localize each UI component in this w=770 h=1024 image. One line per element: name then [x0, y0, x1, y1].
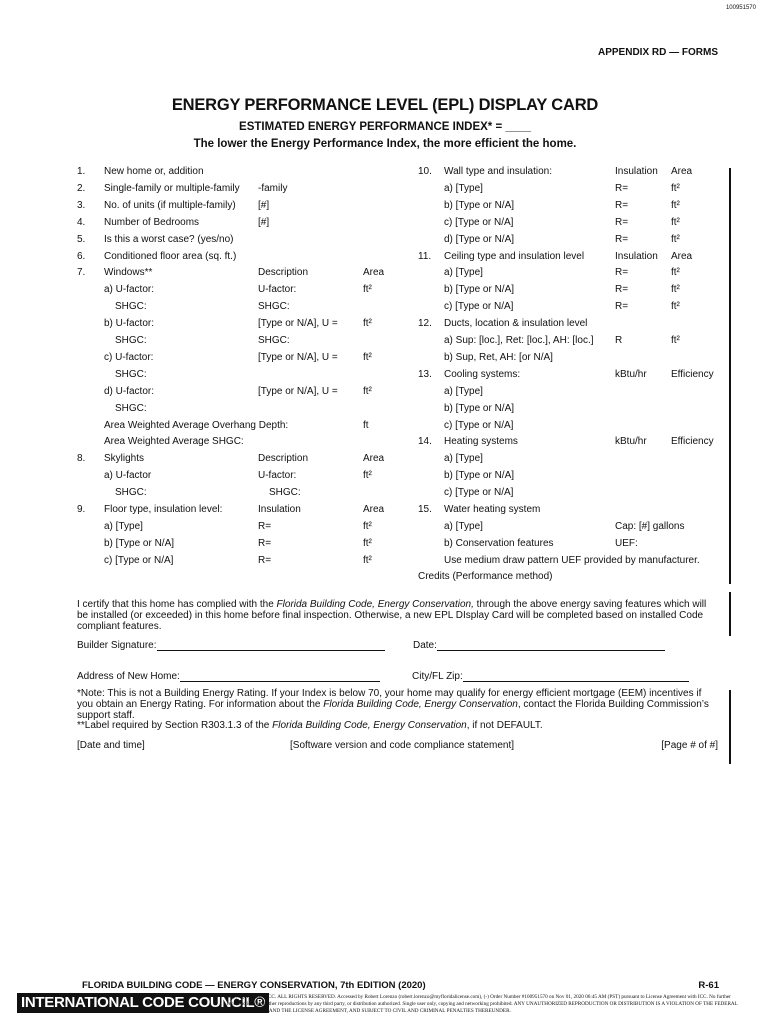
item-insulation: R=: [615, 216, 629, 228]
item-area: ft²: [671, 233, 680, 245]
item-description: [Type or N/A], U =: [258, 351, 338, 363]
item-number: 1.: [77, 166, 86, 177]
city-zip-field[interactable]: City/FL Zip:: [412, 671, 689, 682]
item-area: ft²: [363, 470, 372, 482]
item-label: Ceiling type and insulation level: [444, 250, 585, 262]
item-label: Conditioned floor area (sq. ft.): [104, 250, 237, 262]
item-label: c) [Type or N/A]: [444, 301, 514, 313]
item-label: Heating systems: [444, 436, 518, 448]
item-label: SHGC:: [115, 487, 147, 499]
appendix-header: APPENDIX RD — FORMS: [597, 47, 718, 58]
item-description: R=: [258, 537, 272, 549]
item-insulation: R=: [615, 182, 629, 194]
item-label: a) [Type]: [444, 182, 483, 194]
item-label: Single-family or multiple-family: [104, 182, 240, 194]
item-label: Wall type and insulation:: [444, 166, 553, 177]
form-tagline: The lower the Energy Performance Index, the more efficient the home.: [193, 138, 577, 150]
item-description: [Type or N/A], U =: [258, 318, 338, 330]
item-label: b) [Type or N/A]: [444, 284, 515, 296]
item-area: ft²: [671, 284, 680, 296]
item-area: ft²: [363, 554, 372, 566]
item-description: Description: [258, 267, 309, 279]
item-label: Windows**: [104, 267, 153, 279]
item-label: Floor type, insulation level:: [104, 504, 223, 515]
item-label: b) Sup, Ret, AH: [or N/A]: [444, 351, 553, 363]
item-description: SHGC:: [269, 487, 301, 499]
software-statement: [Software version and code compliance statement]: [290, 740, 515, 751]
item-label: No. of units (if multiple-family): [104, 199, 236, 211]
item-number: 2.: [77, 182, 86, 194]
item-label: b) [Type or N/A]: [444, 199, 515, 211]
item-insulation: Cap: [#] gallons: [615, 520, 685, 532]
item-label: New home or, addition: [104, 166, 204, 177]
item-number: 6.: [77, 250, 86, 262]
item-label: Number of Bedrooms: [104, 216, 200, 228]
item-label: a) U-factor:: [104, 284, 155, 296]
item-description: R=: [258, 520, 272, 532]
item-number: 7.: [77, 267, 86, 279]
item-value: -family: [258, 182, 288, 194]
item-area: ft²: [363, 284, 372, 296]
item-label: SHGC:: [115, 335, 147, 346]
item-description: Description: [258, 453, 309, 465]
item-number: 8.: [77, 453, 86, 465]
item-label: a) Sup: [loc.], Ret: [loc.], AH: [loc.]: [444, 335, 594, 346]
item-number: 12.: [418, 318, 432, 330]
address-field[interactable]: Address of New Home:: [77, 671, 380, 682]
item-area: Area: [671, 166, 693, 177]
item-description: R=: [258, 554, 272, 566]
item-insulation: R=: [615, 284, 629, 296]
item-label: Skylights: [104, 453, 145, 465]
item-label: c) U-factor:: [104, 351, 154, 363]
item-area: Area: [671, 250, 693, 262]
page-count: [Page # of #]: [661, 740, 718, 751]
item-label: b) [Type or N/A]: [444, 470, 515, 482]
item-description: SHGC:: [258, 335, 290, 346]
icc-logo: INTERNATIONAL CODE COUNCIL®: [17, 993, 269, 1013]
item-area: ft²: [671, 216, 680, 228]
item-description: U-factor:: [258, 284, 297, 296]
change-bar: [729, 168, 731, 584]
item-label: SHGC:: [115, 301, 147, 313]
item-label: a) [Type]: [444, 385, 483, 397]
certification-statement: I certify that this home has complied with the Florida Building Code, Energy Conservation, through the above energy saving features which will be installed (or exceeded) in this home before final inspection. Otherwise, a new EPL DIsplay Card will be completed based on installed Code compliant features.: [77, 599, 707, 632]
item-insulation: R=: [615, 233, 629, 245]
label-requirement-note: **Label required by Section R303.1.3 of the Florida Building Code, Energy Conservation, if not DEFAULT.: [77, 720, 543, 731]
item-label: SHGC:: [115, 402, 147, 414]
credits-label: Credits (Performance method): [418, 571, 553, 582]
item-label: Ducts, location & insulation level: [444, 318, 588, 330]
item-description: SHGC:: [258, 301, 290, 313]
item-area: ft²: [671, 335, 680, 346]
item-area: Efficiency: [671, 368, 714, 380]
item-area: ft²: [671, 182, 680, 194]
item-label: Use medium draw pattern UEF provided by manufacturer.: [444, 554, 700, 566]
item-number: 13.: [418, 368, 432, 380]
builder-signature-field[interactable]: Builder Signature:: [77, 640, 385, 651]
item-insulation: R=: [615, 267, 629, 279]
item-label: Is this a worst case? (yes/no): [104, 233, 234, 245]
item-insulation: R: [615, 335, 623, 346]
item-insulation: Insulation: [615, 250, 658, 262]
item-area: ft²: [363, 351, 372, 363]
item-insulation: kBtu/hr: [615, 436, 647, 448]
change-bar: [729, 690, 731, 764]
item-number: 4.: [77, 216, 86, 228]
item-area: ft²: [363, 520, 372, 532]
item-description: U-factor:: [258, 470, 297, 482]
item-insulation: Insulation: [615, 166, 658, 177]
item-label: Area Weighted Average Overhang Depth:: [104, 419, 289, 431]
item-area: ft: [363, 419, 369, 431]
item-label: c) [Type or N/A]: [444, 216, 514, 228]
item-label: Cooling systems:: [444, 368, 521, 380]
item-label: d) U-factor:: [104, 385, 155, 397]
date-field[interactable]: Date:: [413, 640, 665, 651]
item-label: c) [Type or N/A]: [444, 487, 514, 499]
item-value: [#]: [258, 216, 270, 228]
item-area: ft²: [363, 318, 372, 330]
item-label: b) [Type or N/A]: [104, 537, 175, 549]
item-area: Area: [363, 267, 385, 279]
footer-title: FLORIDA BUILDING CODE — ENERGY CONSERVATION, 7th EDITION (2020): [82, 980, 426, 991]
item-label: Water heating system: [444, 504, 541, 515]
footer-page-number: R-61: [698, 980, 719, 991]
item-area: Area: [363, 453, 385, 465]
item-number: 15.: [418, 504, 432, 515]
item-description: Insulation: [258, 504, 301, 515]
item-area: Efficiency: [671, 436, 714, 448]
form-subtitle: ESTIMATED ENERGY PERFORMANCE INDEX* = ____: [239, 121, 531, 133]
item-area: Area: [363, 504, 385, 515]
copyright-notice: Copyright © 2020 ICC. ALL RIGHTS RESERVED. Accessed by Robert Lorenzo (robert.lorenzo@myfloridalicense.com), (-) Order Number #100951570 on Nov 01, 2020 06:45 AM (PST) pursuant to License Agreement with ICC. No further reproduction, no further reproductions by any third party, or distribution authorized. Single user only, copying and networking prohibited. ANY UNAUTHORIZED REPRODUCTION OR DISTRIBUTION IS A VIOLATION OF THE FEDERAL COPYRIGHT ACT AND THE LICENSE AGREEMENT, AND SUBJECT TO CIVIL AND CRIMINAL PENALTIES THEREUNDER.: [227, 994, 738, 1014]
item-label: a) [Type]: [444, 453, 483, 465]
date-time-placeholder: [Date and time]: [77, 740, 145, 751]
item-number: 5.: [77, 233, 86, 245]
item-number: 3.: [77, 199, 86, 211]
item-area: ft²: [363, 537, 372, 549]
item-insulation: UEF:: [615, 537, 638, 549]
item-label: Area Weighted Average SHGC:: [104, 436, 244, 448]
item-label: d) [Type or N/A]: [444, 233, 515, 245]
item-number: 9.: [77, 504, 86, 515]
item-insulation: R=: [615, 199, 629, 211]
rating-note: *Note: This is not a Building Energy Rating. If your Index is below 70, your home may qualify for energy efficient mortgage (EEM) incentives if you obtain an Energy Rating. For information about the Florida Building Code, Energy Conservation, contact the Florida Building Commission’s support staff.: [77, 688, 709, 721]
item-label: a) [Type]: [444, 267, 483, 279]
item-label: b) [Type or N/A]: [444, 402, 515, 414]
item-number: 11.: [418, 250, 432, 262]
item-label: b) Conservation features: [444, 537, 554, 549]
item-number: 14.: [418, 436, 432, 448]
item-area: ft²: [363, 385, 372, 397]
item-description: [Type or N/A], U =: [258, 385, 338, 397]
item-insulation: kBtu/hr: [615, 368, 647, 380]
item-label: c) [Type or N/A]: [444, 419, 514, 431]
item-insulation: R=: [615, 301, 629, 313]
item-label: b) U-factor:: [104, 318, 155, 330]
item-value: [#]: [258, 199, 270, 211]
form-title: ENERGY PERFORMANCE LEVEL (EPL) DISPLAY CARD: [171, 96, 599, 114]
item-label: a) U-factor: [104, 470, 152, 482]
item-label: a) [Type]: [444, 520, 483, 532]
item-area: ft²: [671, 199, 680, 211]
item-label: c) [Type or N/A]: [104, 554, 174, 566]
item-area: ft²: [671, 301, 680, 313]
document-id: 100951570: [725, 5, 756, 11]
change-bar: [729, 592, 731, 636]
item-number: 10.: [418, 166, 432, 177]
item-label: a) [Type]: [104, 520, 143, 532]
item-label: SHGC:: [115, 368, 147, 380]
item-area: ft²: [671, 267, 680, 279]
